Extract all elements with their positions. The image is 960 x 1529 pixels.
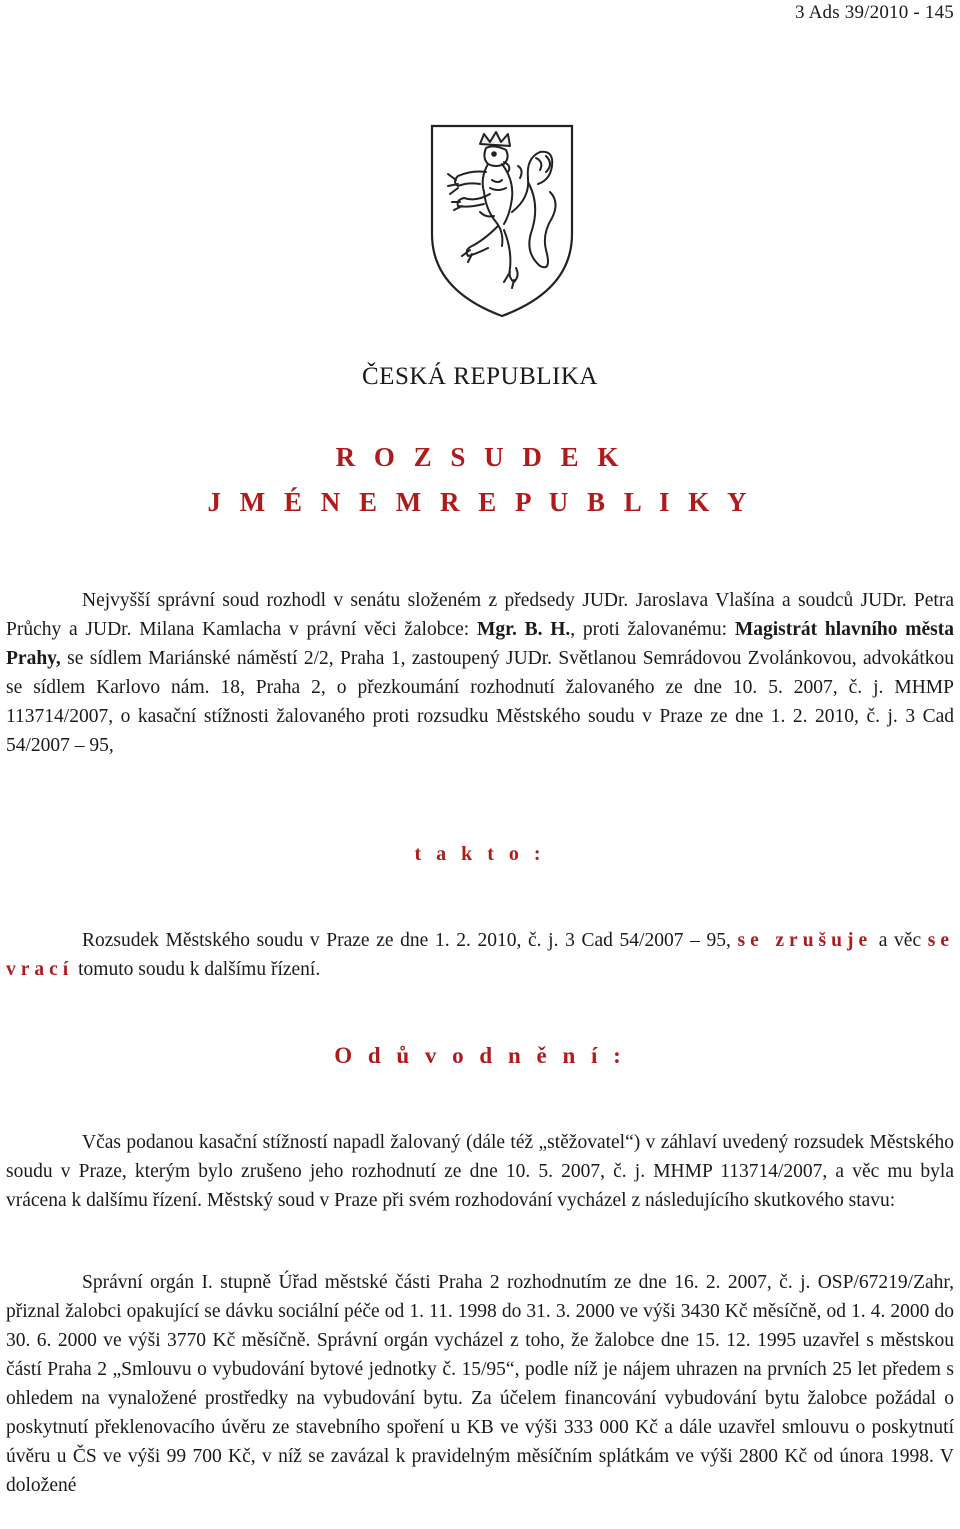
intro-paragraph bbox=[6, 586, 954, 760]
verdict-annul: se zrušuje bbox=[737, 930, 873, 951]
verdict-paragraph bbox=[6, 926, 954, 984]
reasoning-text-2: Správní orgán I. stupně Úřad městské části Praha 2 rozhodnutím ze dne 16. 2. 2007, č. j. OSP/67219/Zahr, přiznal žalobci opakující se dávku sociální péče od 1. 11. 1998 do 31. 3. 2000 ve výši 3430 Kč měsíčně, od 1. 4. 2000 do 30. 6. 2000 ve výši 3770 Kč měsíčně. Správní orgán vycházel z toho, že žalobce dne 15. 12. 1995 uzavřel s městskou částí Praha 2 „Smlouvu o vybudování bytové jednotky č. 15/95“, podle níž je nájem uhrazen na prvních 25 let předem s ohledem na vynaložené prostředky na vybudování bytu. Za účelem financování vybudování bytu žalobce požádal o poskytnutí překlenovacího úvěru ze stavebního spoření u KB ve výši 333 000 Kč a dále uzavřel smlouvu o poskytnutí úvěru u ČS ve výši 99 700 Kč, v níž se zavázal k pravidelným měsíčním splátkám ve výši 2800 Kč od února 1998. V doložené bbox=[6, 1272, 954, 1496]
intro-text-1: Nejvyšší správní soud rozhodl v senátu složeném z předsedy JUDr. Jaroslava Vlašína a soudců JUDr. Petra Průchy a JUDr. Milana Kamlacha v právní věci žalobce: bbox=[6, 590, 954, 640]
state-emblem-lion bbox=[428, 122, 576, 320]
intro-text-3: se sídlem Mariánské náměstí 2/2, Praha 1, zastoupený JUDr. Světlanou Semrádovou Zvolánkovou, advokátkou se sídlem Karlovo nám. 18, Praha 2, o přezkoumání rozhodnutí žalovaného ze dne 10. 5. 2007, č. j. MHMP 113714/2007, o kasační stížnosti žalovaného proti rozsudku Městského soudu v Praze ze dne 1. 2. 2010, č. j. 3 Cad 54/2007 – 95, bbox=[6, 648, 954, 756]
plaintiff-name: Mgr. B. H. bbox=[476, 619, 571, 640]
defendant-name: Magistrát hlavního města Prahy, bbox=[6, 619, 955, 669]
reasoning-text-1: Včas podanou kasační stížností napadl žalovaný (dále též „stěžovatel“) v záhlaví uvedený rozsudek Městského soudu v Praze, kterým bylo zrušeno jeho rozhodnutí ze dne 10. 5. 2007, č. j. MHMP 113714/2007, a věc mu byla vrácena k dalšímu řízení. Městský soud v Praze při svém rozhodování vycházel z následujícího skutkového stavu: bbox=[6, 1132, 954, 1211]
reasoning-paragraph-1 bbox=[6, 1128, 954, 1215]
country-name: ČESKÁ REPUBLIKA bbox=[362, 363, 598, 390]
reasoning-heading: O d ů v o d n ě n í : bbox=[334, 1043, 626, 1068]
reasoning-paragraph-2 bbox=[6, 1268, 954, 1500]
verdict-return: se vrací bbox=[6, 930, 955, 980]
verdict-text-2: a věc bbox=[872, 930, 928, 951]
verdict-text-1: Rozsudek Městského soudu v Praze ze dne 1. 2. 2010, č. j. 3 Cad 54/2007 – 95, bbox=[82, 930, 738, 951]
verdict-text-3: tomuto soudu k dalšímu řízení. bbox=[73, 959, 321, 980]
page-reference: 3 Ads 39/2010 - 145 bbox=[795, 2, 954, 23]
intro-text-2: , proti žalovanému: bbox=[570, 619, 735, 640]
document-title: R O Z S U D E K bbox=[335, 442, 625, 472]
document-subtitle: J M É N E M R E P U B L I K Y bbox=[207, 487, 753, 517]
takto-heading: t a k t o : bbox=[414, 843, 546, 865]
